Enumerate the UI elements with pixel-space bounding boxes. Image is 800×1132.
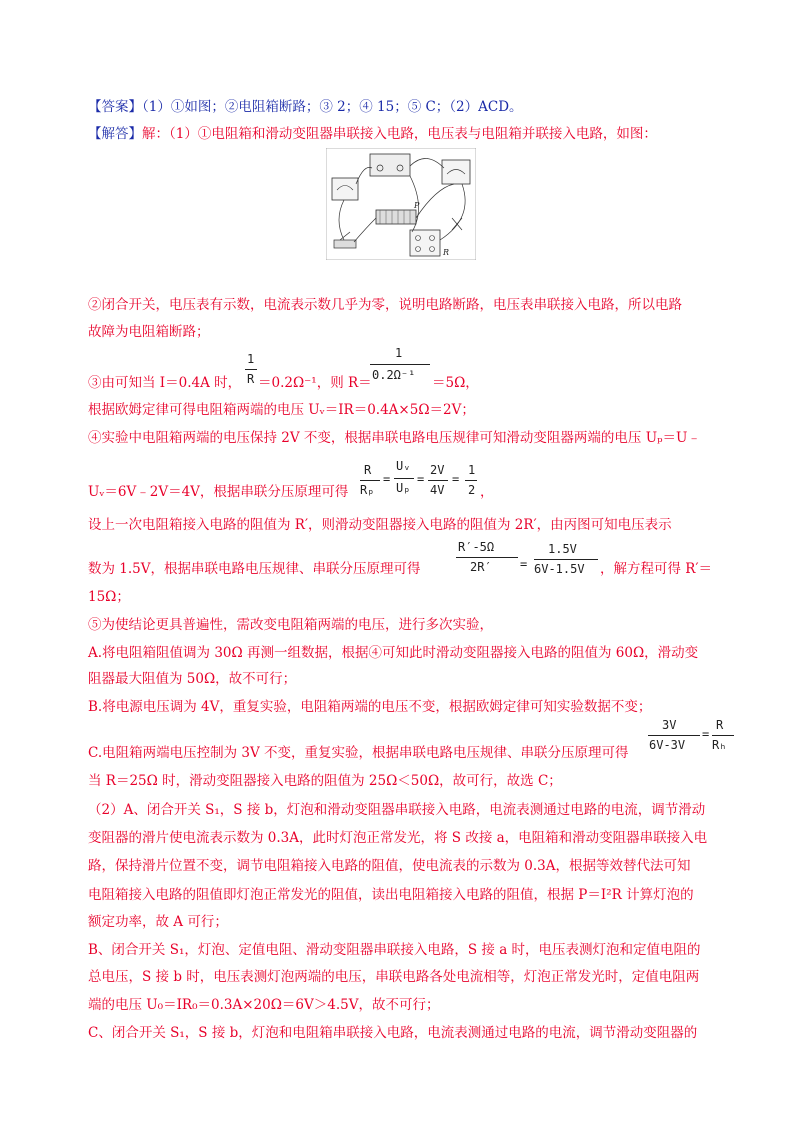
frac3-equals: = [383,472,391,486]
slider-label: P [414,201,420,210]
frac5a-bar [648,735,700,736]
text-line-9: 15Ω； [88,589,130,605]
frac5b-bar [712,735,734,736]
resistance-box-icon [410,230,440,256]
text-line-16: （2）A、闭合开关 S₁，S 接 b，灯泡和滑动变阻器串联接入电路，电流表测通过电路的电流，调节滑动 [88,802,706,818]
answer-tag: 【答案】 [88,99,142,115]
frac3d-denominator: 2 [468,483,476,497]
frac5b-numerator: R [716,718,724,732]
text-line-24: C、闭合开关 S₁，S 接 b，灯泡和电阻箱串联接入电路，电流表测通过电路的电流，调节滑动变阻器的 [88,1025,698,1041]
frac3b-denominator: Uₚ [396,481,411,495]
frac4a-bar [456,557,518,558]
text-line-21: B、闭合开关 S₁，灯泡、定值电阻、滑动变阻器串联接入电路，S 接 a 时，电压表测灯泡和定值电阻的 [88,942,701,958]
frac1-bar [245,369,257,370]
text-line-12: 阻器最大阻值为 50Ω，故不可行； [88,671,297,687]
frac4-equals: = [520,557,528,571]
text-line-18: 路，保持滑片位置不变，调节电阻箱接入电路的阻值，使电流表的示数为 0.3A，根据等效替代法可知 [88,858,691,874]
text-line-4: 根据欧姆定律可得电阻箱两端的电压 Uᵥ＝IR＝0.4A×5Ω＝2V； [88,402,475,418]
voltmeter-icon [442,160,470,184]
text-line-5: ④实验中电阻箱两端的电压保持 2V 不变，根据串联电路电压规律可知滑动变阻器两端的电压 Uₚ＝U﹣ [88,430,701,446]
frac1-denominator: R [247,372,255,386]
line3-part-a: ③由可知当 I＝0.4A 时， [88,375,242,391]
frac1-numerator: 1 [247,352,255,366]
frac3d-bar [465,480,477,481]
answer-line [88,98,523,116]
power-supply-icon [370,154,410,176]
frac4b-bar [534,559,598,560]
frac3-equals-2: = [417,472,425,486]
frac4b-numerator: 1.5V [548,542,577,556]
frac4a-denominator: 2R′ [470,560,492,574]
line8-part-b: ，解方程可得 R′＝ [600,561,713,577]
text-line-14: C.电阻箱两端电压控制为 3V 不变，重复实验，根据串联电路电压规律、串联分压原理可得 [88,745,629,761]
frac3d-numerator: 1 [468,463,476,477]
frac2-numerator: 1 [395,346,403,360]
frac2-denominator: 0.2Ω⁻¹ [372,368,416,382]
circuit-diagram [326,148,476,260]
text-line-2: 故障为电阻箱断路； [88,324,210,340]
text-line-17: 变阻器的滑片使电流表示数为 0.3A，此时灯泡正常发光，将 S 改接 a，电阻箱和滑动变阻器串联接入电 [88,830,708,846]
frac3c-numerator: 2V [430,463,445,477]
frac5-equals: = [702,727,710,741]
text-line-15: 当 R＝25Ω 时，滑动变阻器接入电路的阻值为 25Ω＜50Ω，故可行，故选 C； [88,773,562,789]
frac4b-denominator: 6V-1.5V [534,562,585,576]
solution-intro-line [88,125,657,143]
resistor-label: R [443,248,450,257]
frac3a-denominator: Rₚ [360,483,375,497]
frac3a-numerator: R [364,463,372,477]
text-line-20: 额定功率，故 A 可行； [88,914,228,930]
answer-text: （1）①如图；②电阻箱断路；③ 2；④ 15；⑤ C；（2）ACD。 [142,99,523,115]
line3-part-c: ＝5Ω， [432,375,479,391]
text-line-19: 电阻箱接入电路的阻值即灯泡正常发光的阻值，读出电阻箱接入电路的阻值，根据 P＝I²R 计算灯泡的 [88,887,694,903]
text-line-23: 端的电压 U₀＝IR₀＝0.3A×20Ω＝6V＞4.5V，故不可行； [88,997,440,1013]
ammeter-icon [332,178,358,200]
frac3-equals-3: = [452,472,460,486]
text-line-1: ②闭合开关，电压表有示数，电流表示数几乎为零，说明电路断路，电压表串联接入电路，所以电路 [88,297,682,313]
frac3c-bar [428,480,448,481]
frac3b-bar [394,478,414,479]
text-line-3 [88,374,241,392]
frac3c-denominator: 4V [430,483,445,497]
switch-icon [334,240,356,248]
frac2-bar [370,364,430,365]
frac5a-denominator: 6V-3V [649,738,686,752]
solution-intro: 解：（1）①电阻箱和滑动变阻器串联接入电路，电压表与电阻箱并联接入电路，如图： [142,126,657,142]
frac4a-numerator: R′-5Ω [458,540,495,554]
frac3a-bar [360,480,380,481]
text-line-13: B.将电源电压调为 4V，重复实验，电阻箱两端的电压不变，根据欧姆定律可知实验数据不变； [88,699,652,715]
text-line-10: ⑤为使结论更具普遍性，需改变电阻箱两端的电压，进行多次实验， [88,617,493,633]
line3-part-b: ＝0.2Ω⁻¹，则 R＝ [258,375,372,391]
frac5a-numerator: 3V [662,718,677,732]
text-line-7: 设上一次电阻箱接入电路的阻值为 R′，则滑动变阻器接入电路的阻值为 2R′，由丙图可知电压表示 [88,517,672,533]
line6-part-b: ， [480,484,494,500]
text-line-8: 数为 1.5V，根据串联电路电压规律、串联分压原理可得 [88,561,421,577]
frac3b-numerator: Uᵥ [396,459,411,473]
text-line-11: A.将电阻箱阻值调为 30Ω 再测一组数据，根据④可知此时滑动变阻器接入电路的阻值为 60Ω，滑动变 [88,645,699,661]
text-line-22: 总电压，S 接 b 时，电压表测灯泡两端的电压，串联电路各处电流相等，灯泡正常发光时，定值电阻两 [88,969,700,985]
solution-tag: 【解答】 [88,126,142,142]
text-line-6: Uᵥ＝6V﹣2V＝4V，根据串联分压原理可得 [88,484,349,500]
frac5b-denominator: Rₕ [712,738,727,752]
